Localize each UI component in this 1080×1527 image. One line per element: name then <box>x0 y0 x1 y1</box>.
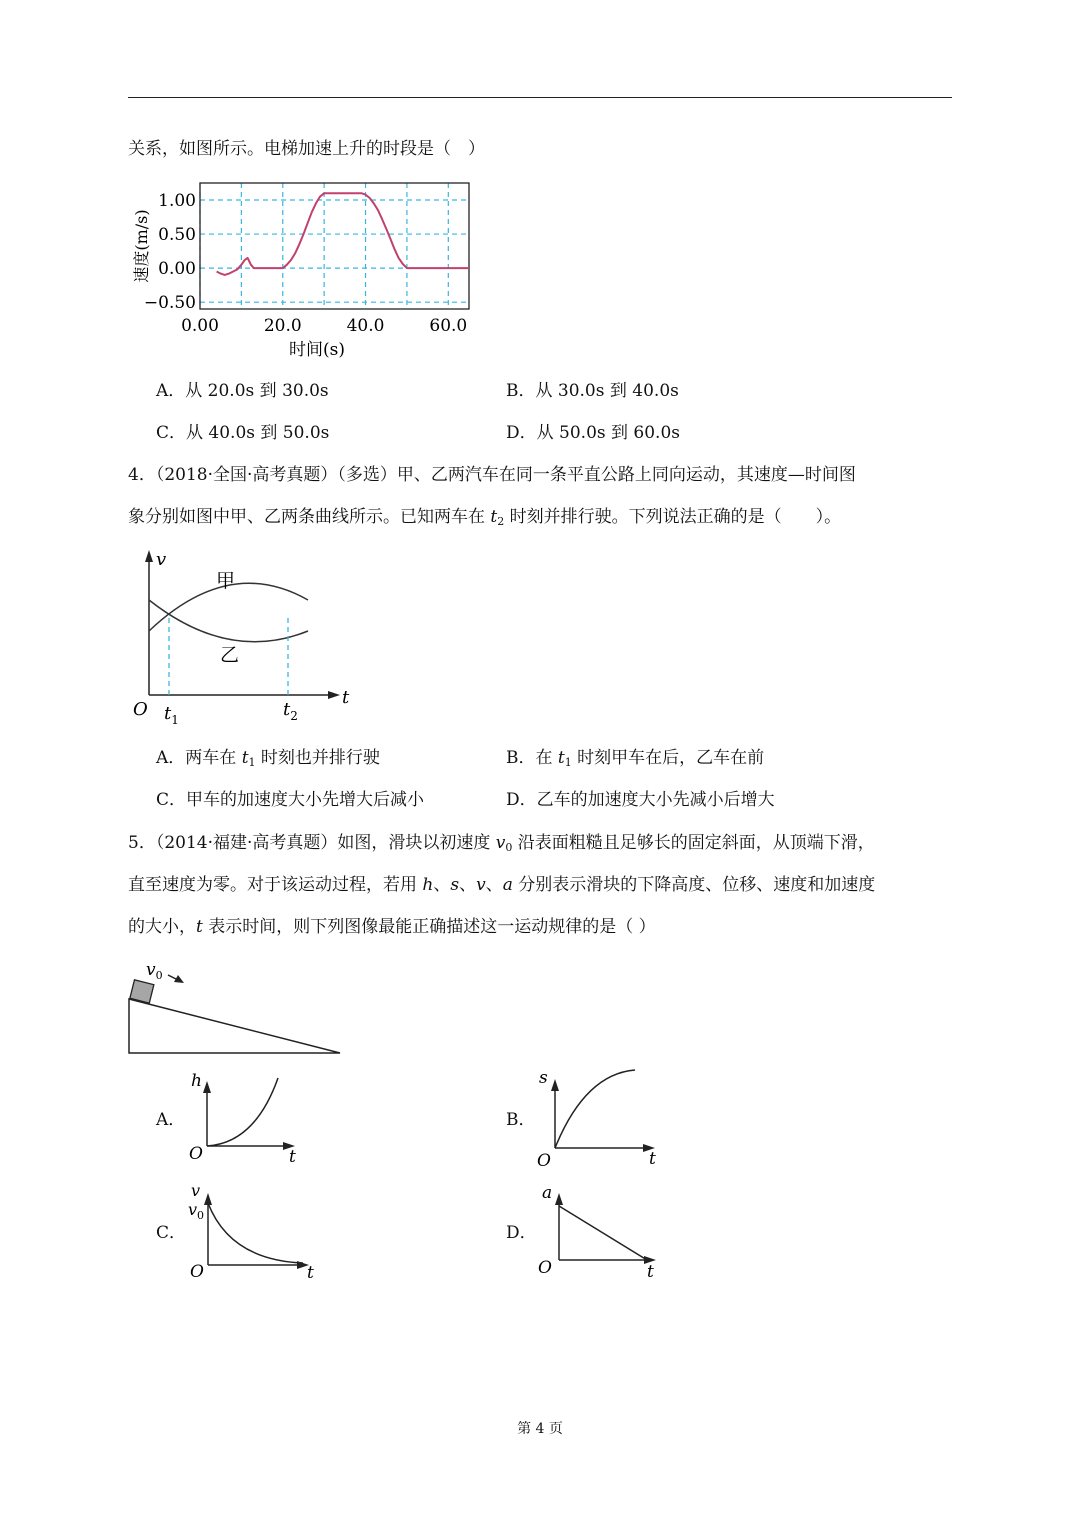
q4-origin: O <box>133 699 148 720</box>
q5-c-origin: O <box>190 1262 204 1282</box>
chart-ytick-label: 0.00 <box>158 259 196 280</box>
chart-ytick-label: 1.00 <box>158 191 196 212</box>
q4-vt-graph <box>128 545 368 730</box>
header-rule <box>128 97 952 98</box>
chart-ytick-label: −0.50 <box>143 293 196 314</box>
q5-graph-d[interactable] <box>535 1180 670 1280</box>
velocity-time-chart <box>120 175 480 365</box>
chart-grid <box>200 183 469 309</box>
q3-stem: 关系，如图所示。电梯加速上升的时段是（ ） <box>128 139 485 159</box>
chart-xtick-label: 60.0 <box>429 316 468 336</box>
q5-b-origin: O <box>537 1151 551 1171</box>
q4-label-jia: 甲 <box>216 570 236 592</box>
chart-frame <box>200 183 469 309</box>
q5-d-origin: O <box>538 1258 552 1278</box>
q3-option-b[interactable]: B．从 30.0s 到 40.0s <box>506 381 679 401</box>
q4-y-arrow <box>145 550 153 562</box>
q4-y-label: v <box>156 549 167 570</box>
chart-xtick-label: 40.0 <box>346 316 385 336</box>
h-t-curve <box>207 1078 278 1146</box>
q5-d-y-label: a <box>542 1183 553 1203</box>
q3-option-c[interactable]: C．从 40.0s 到 50.0s <box>156 423 330 443</box>
q4-option-a[interactable]: A．两车在 $t_1$ 时刻也并排行驶 <box>156 748 380 769</box>
q5-option-d-label[interactable]: D． <box>506 1223 537 1243</box>
q3-option-a[interactable]: A．从 20.0s 到 30.0s <box>156 381 329 401</box>
q4-option-c[interactable]: C．甲车的加速度大小先增大后减小 <box>156 790 425 810</box>
q5-c-x-label: t <box>307 1263 314 1283</box>
q4-stem-line1: 4．（2018·全国·高考真题）（多选）甲、乙两汽车在同一条平直公路上同向运动，其速度—时间图 <box>128 465 856 485</box>
q5-incline-figure <box>126 955 346 1060</box>
q4-option-d[interactable]: D．乙车的加速度大小先减小后增大 <box>506 790 775 810</box>
v-t-curve <box>208 1203 303 1263</box>
page-footer: 第 4 页 <box>517 1421 563 1437</box>
incline-v0-label: $v_0$ <box>146 960 163 982</box>
q5-c-v0-label: $v_0$ <box>188 1200 205 1222</box>
q5-option-c-label[interactable]: C． <box>156 1223 187 1243</box>
q5-b-x-label: t <box>649 1149 656 1169</box>
chart-xtick-label: 20.0 <box>263 316 302 336</box>
q5-a-origin: O <box>189 1144 203 1164</box>
a-t-line <box>559 1206 647 1260</box>
s-t-curve <box>555 1070 635 1148</box>
q4-curve-yi <box>149 600 308 642</box>
q4-option-b[interactable]: B．在 $t_1$ 时刻甲车在后，乙车在前 <box>506 748 765 769</box>
q5-stem-line3: 的大小，t 表示时间，则下列图像最能正确描述这一运动规律的是（ ） <box>128 917 656 937</box>
q5-a-y-label: h <box>191 1071 202 1091</box>
q5-graph-b[interactable] <box>535 1066 670 1171</box>
q4-x-label: t <box>342 687 350 708</box>
q4-t2-label: $t_2$ <box>283 699 298 723</box>
chart-xlabel: 时间(s) <box>289 340 345 360</box>
incline-triangle <box>129 999 340 1053</box>
q3-option-d[interactable]: D．从 50.0s 到 60.0s <box>506 423 680 443</box>
slider-block <box>130 980 154 1003</box>
q4-x-arrow <box>328 691 340 699</box>
q5-d-x-label: t <box>647 1262 654 1282</box>
q4-t1-label: $t_1$ <box>164 703 179 727</box>
q5-option-b-label[interactable]: B． <box>506 1110 536 1130</box>
q5-stem-line2: 直至速度为零。对于该运动过程，若用 h、s、v、a 分别表示滑块的下降高度、位移、速度和加速度 <box>128 875 876 895</box>
q4-stem-line2: 象分别如图中甲、乙两条曲线所示。已知两车在 $t_2$ 时刻并排行驶。下列说法正确的是（ ）。 <box>128 507 842 528</box>
q5-b-y-label: s <box>539 1068 548 1088</box>
q5-stem-line1: 5．（2014·福建·高考真题）如图，滑块以初速度 $v_0$ 沿表面粗糙且足够长的固定斜面，从顶端下滑， <box>128 833 875 854</box>
chart-ytick-label: 0.50 <box>158 225 196 246</box>
chart-ylabel: 速度(m/s) <box>132 209 151 283</box>
q4-label-yi: 乙 <box>220 644 240 666</box>
q5-a-x-label: t <box>289 1147 296 1167</box>
chart-xtick-label: 0.00 <box>181 316 219 336</box>
q5-c-y-label: v <box>191 1181 201 1200</box>
q5-graph-a[interactable] <box>185 1068 310 1168</box>
q5-option-a-label[interactable]: A． <box>156 1110 186 1130</box>
q5-graph-c[interactable] <box>185 1180 325 1283</box>
